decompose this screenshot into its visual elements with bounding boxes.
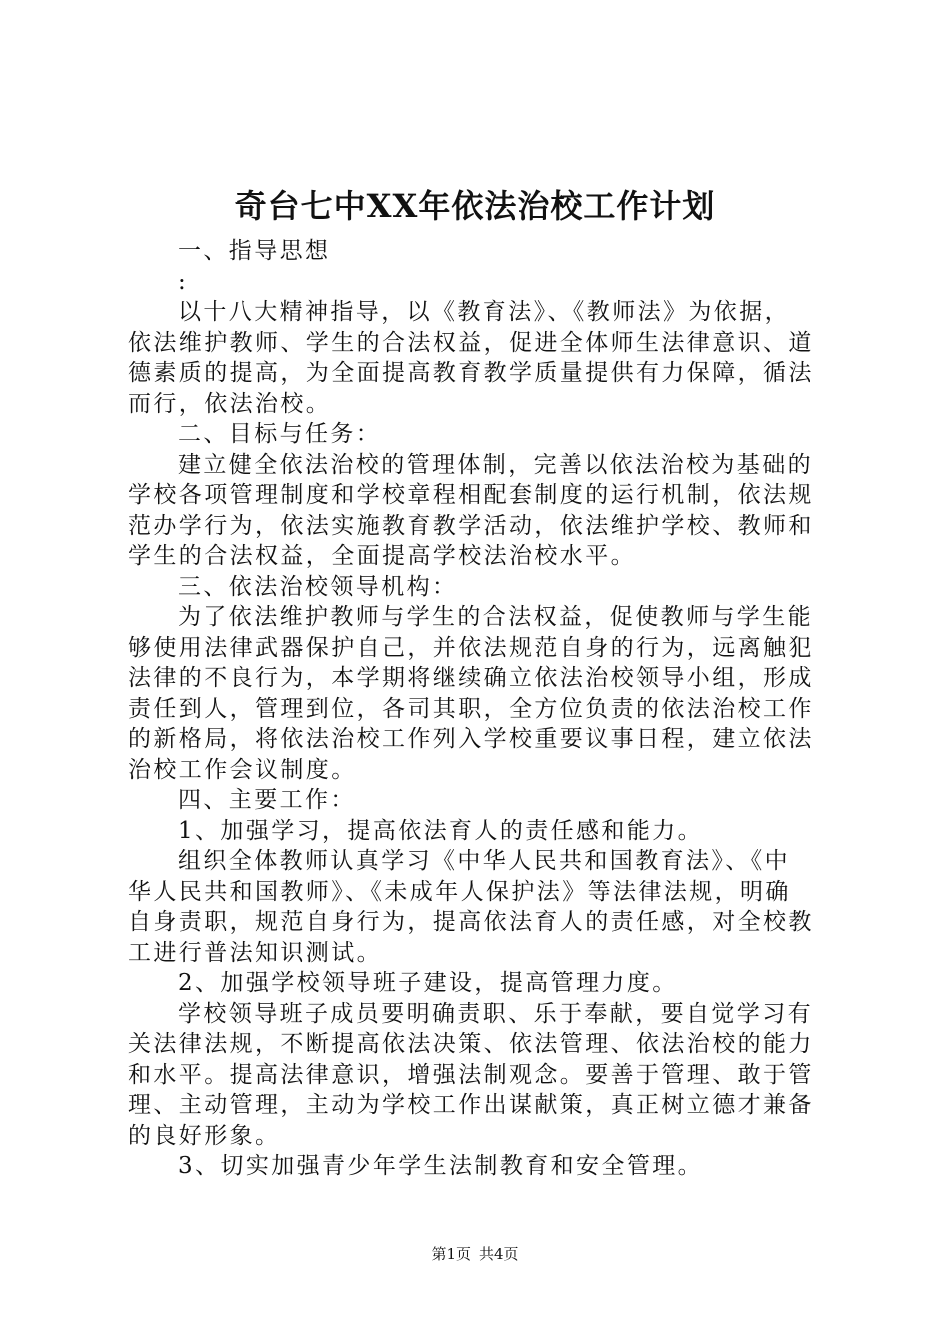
subheading-item-3: 3、切实加强青少年学生法制教育和安全管理。 (178, 1153, 704, 1179)
paragraph-line: 德素质的提高，为全面提高教育教学质量提供有力保障，循法 (128, 360, 814, 386)
paragraph-line: 以十八大精神指导，以《教育法》、《教师法》为依据， (178, 299, 790, 325)
paragraph-line: 关法律法规，不断提高依法决策、依法管理、依法治校的能力 (128, 1031, 814, 1057)
paragraph-line: 学校领导班子成员要明确责职、乐于奉献，要自觉学习有 (178, 1000, 813, 1027)
paragraph-line: 理、主动管理，主动为学校工作出谋献策，真正树立德才兼备 (128, 1092, 814, 1118)
paragraph-line: 为了依法维护教师与学生的合法权益，促使教师与学生能 (178, 604, 813, 630)
colon-line: : (178, 268, 189, 295)
paragraph-line: 建立健全依法治校的管理体制，完善以依法治校为基础的 (178, 451, 813, 478)
paragraph-line: 范办学行为，依法实施教育教学活动，依法维护学校、教师和 (128, 512, 814, 539)
paragraph-line: 责任到人，管理到位，各司其职，全方位负责的依法治校工作 (128, 695, 814, 722)
document-body (128, 236, 828, 1182)
subheading-item-1: 1、加强学习，提高依法育人的责任感和能力。 (178, 817, 704, 844)
paragraph-line: 自身责职，规范自身行为，提高依法育人的责任感，对全校教 (128, 909, 814, 935)
paragraph-line: 学校各项管理制度和学校章程相配套制度的运行机制，依法规 (128, 482, 814, 508)
paragraph-line: 的良好形象。 (128, 1122, 281, 1149)
page-total: 共4页 (479, 1245, 519, 1263)
heading-main-work: 四、主要工作： (178, 787, 356, 813)
paragraph-line: 治校工作会议制度。 (128, 756, 357, 783)
paragraph-line: 依法维护教师、学生的合法权益，促进全体师生法律意识、道 (128, 329, 814, 356)
paragraph-line: 组织全体教师认真学习《中华人民共和国教育法》、《中 (178, 848, 790, 874)
paragraph-line: 法律的不良行为，本学期将继续确立依法治校领导小组，形成 (128, 665, 814, 691)
page-footer (0, 1244, 950, 1264)
paragraph-line: 而行，依法治校。 (128, 390, 332, 417)
document-title: 奇台七中XX年依法治校工作计划 (234, 187, 716, 225)
paragraph-line: 华人民共和国教师》、《未成年人保护法》等法律法规，明确 (128, 878, 791, 905)
heading-goals: 二、目标与任务： (178, 421, 382, 447)
heading-guiding-thought: 一、指导思想 (178, 238, 331, 264)
page-number: 第1页 (431, 1245, 471, 1263)
subheading-item-2: 2、加强学校领导班子建设，提高管理力度。 (178, 970, 678, 996)
heading-leadership: 三、依法治校领导机构： (178, 573, 458, 600)
paragraph-line: 的新格局，将依法治校工作列入学校重要议事日程，建立依法 (128, 726, 814, 752)
paragraph-line: 学生的合法权益，全面提高学校法治校水平。 (128, 543, 636, 569)
paragraph-line: 够使用法律武器保护自己，并依法规范自身的行为，远离触犯 (128, 634, 814, 661)
paragraph-line: 工进行普法知识测试。 (128, 939, 382, 966)
paragraph-line: 和水平。提高法律意识，增强法制观念。要善于管理、敢于管 (128, 1061, 814, 1088)
